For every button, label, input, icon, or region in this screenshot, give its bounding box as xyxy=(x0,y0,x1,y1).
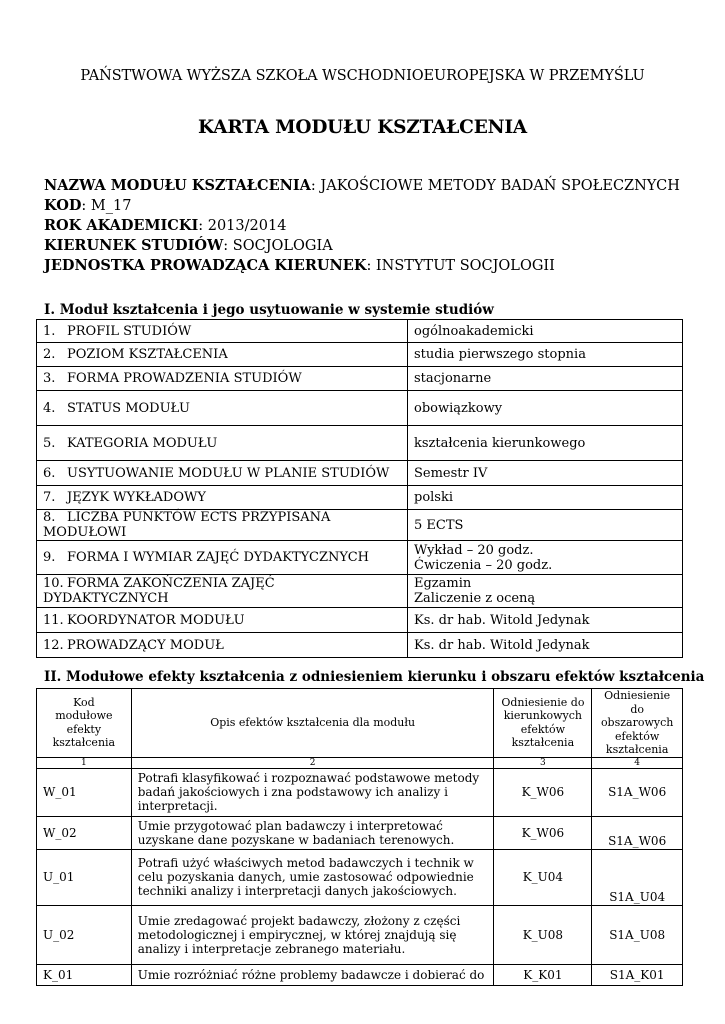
header-area-reference: Odniesienie do obszarowych efektów kształcenia xyxy=(592,689,683,758)
table-row: 7. JĘZYK WYKŁADOWY polski xyxy=(37,486,683,510)
table-row: U_02 Umie zredagować projekt badawczy, złożony z części metodologicznej i empirycznej, w której znajdują się analizy i interpretacje zebranego materiału. K_U08 S1A_U08 xyxy=(37,905,683,964)
header-field-reference: Odniesienie do kierunkowych efektów kształcenia xyxy=(494,689,592,758)
table-row: 2. POZIOM KSZTAŁCENIA studia pierwszego stopnia xyxy=(37,343,683,367)
meta-code: KOD: M_17 xyxy=(44,197,132,214)
meta-unit: JEDNOSTKA PROWADZĄCA KIERUNEK: INSTYTUT SOCJOLOGII xyxy=(44,257,555,274)
table-row: K_01 Umie rozróżniać różne problemy badawcze i dobierać do K_K01 S1A_K01 xyxy=(37,964,683,985)
header-code: Kod modułowe efekty kształcenia xyxy=(37,689,132,758)
section2-heading: II. Modułowe efekty kształcenia z odniesieniem kierunku i obszaru efektów kształcenia xyxy=(44,669,705,685)
table-row: 12. PROWADZĄCY MODUŁ Ks. dr hab. Witold Jedynak xyxy=(37,633,683,658)
table-row: 9. FORMA I WYMIAR ZAJĘĆ DYDAKTYCZNYCH Wykład – 20 godz. Ćwiczenia – 20 godz. xyxy=(37,541,683,575)
table-row: 3. FORMA PROWADZENIA STUDIÓW stacjonarne xyxy=(37,367,683,391)
document-title: KARTA MODUŁU KSZTAŁCENIA xyxy=(198,117,527,138)
learning-outcomes-table xyxy=(36,688,683,986)
column-index-row: 1 2 3 4 xyxy=(37,757,683,768)
table-row: 6. USYTUOWANIE MODUŁU W PLANIE STUDIÓW Semestr IV xyxy=(37,461,683,486)
module-meta xyxy=(44,176,680,276)
university-name: PAŃSTWOWA WYŻSZA SZKOŁA WSCHODNIOEUROPEJSKA W PRZEMYŚLU xyxy=(80,68,645,84)
table-header-row xyxy=(37,689,683,758)
table-row: W_02 Umie przygotować plan badawczy i interpretować uzyskane dane pozyskane w badaniach terenowych. K_W06 S1A_W06 xyxy=(37,816,683,849)
table-row: 8. LICZBA PUNKTÓW ECTS PRZYPISANA MODUŁOWI 5 ECTS xyxy=(37,510,683,541)
meta-module-name: NAZWA MODUŁU KSZTAŁCENIA: JAKOŚCIOWE METODY BADAŃ SPOŁECZNYCH xyxy=(44,177,680,194)
table-row: 10. FORMA ZAKOŃCZENIA ZAJĘĆ DYDAKTYCZNYCH Egzamin Zaliczenie z oceną xyxy=(37,575,683,608)
table-row: W_01 Potrafi klasyfikować i rozpoznawać podstawowe metody badań jakościowych i zna podstawowy ich analizy i interpretacji. K_W06 S1A_W06 xyxy=(37,768,683,816)
table-row: 4. STATUS MODUŁU obowiązkowy xyxy=(37,391,683,426)
section1-heading: I. Moduł kształcenia i jego usytuowanie w systemie studiów xyxy=(44,302,494,318)
table-row: U_01 Potrafi użyć właściwych metod badawczych i technik w celu pozyskania danych, umie zastosować odpowiednie techniki analizy i interpretacji danych jakościowych. K_U04 S1A_U04 xyxy=(37,849,683,905)
table-row: 5. KATEGORIA MODUŁU kształcenia kierunkowego xyxy=(37,426,683,461)
meta-field-of-study: KIERUNEK STUDIÓW: SOCJOLOGIA xyxy=(44,237,333,254)
module-info-table xyxy=(36,319,683,658)
table-row: 11. KOORDYNATOR MODUŁU Ks. dr hab. Witold Jedynak xyxy=(37,608,683,633)
header-description: Opis efektów kształcenia dla modułu xyxy=(131,689,494,758)
meta-academic-year: ROK AKADEMICKI: 2013/2014 xyxy=(44,217,287,234)
table-row: 1. PROFIL STUDIÓW ogólnoakademicki xyxy=(37,320,683,343)
